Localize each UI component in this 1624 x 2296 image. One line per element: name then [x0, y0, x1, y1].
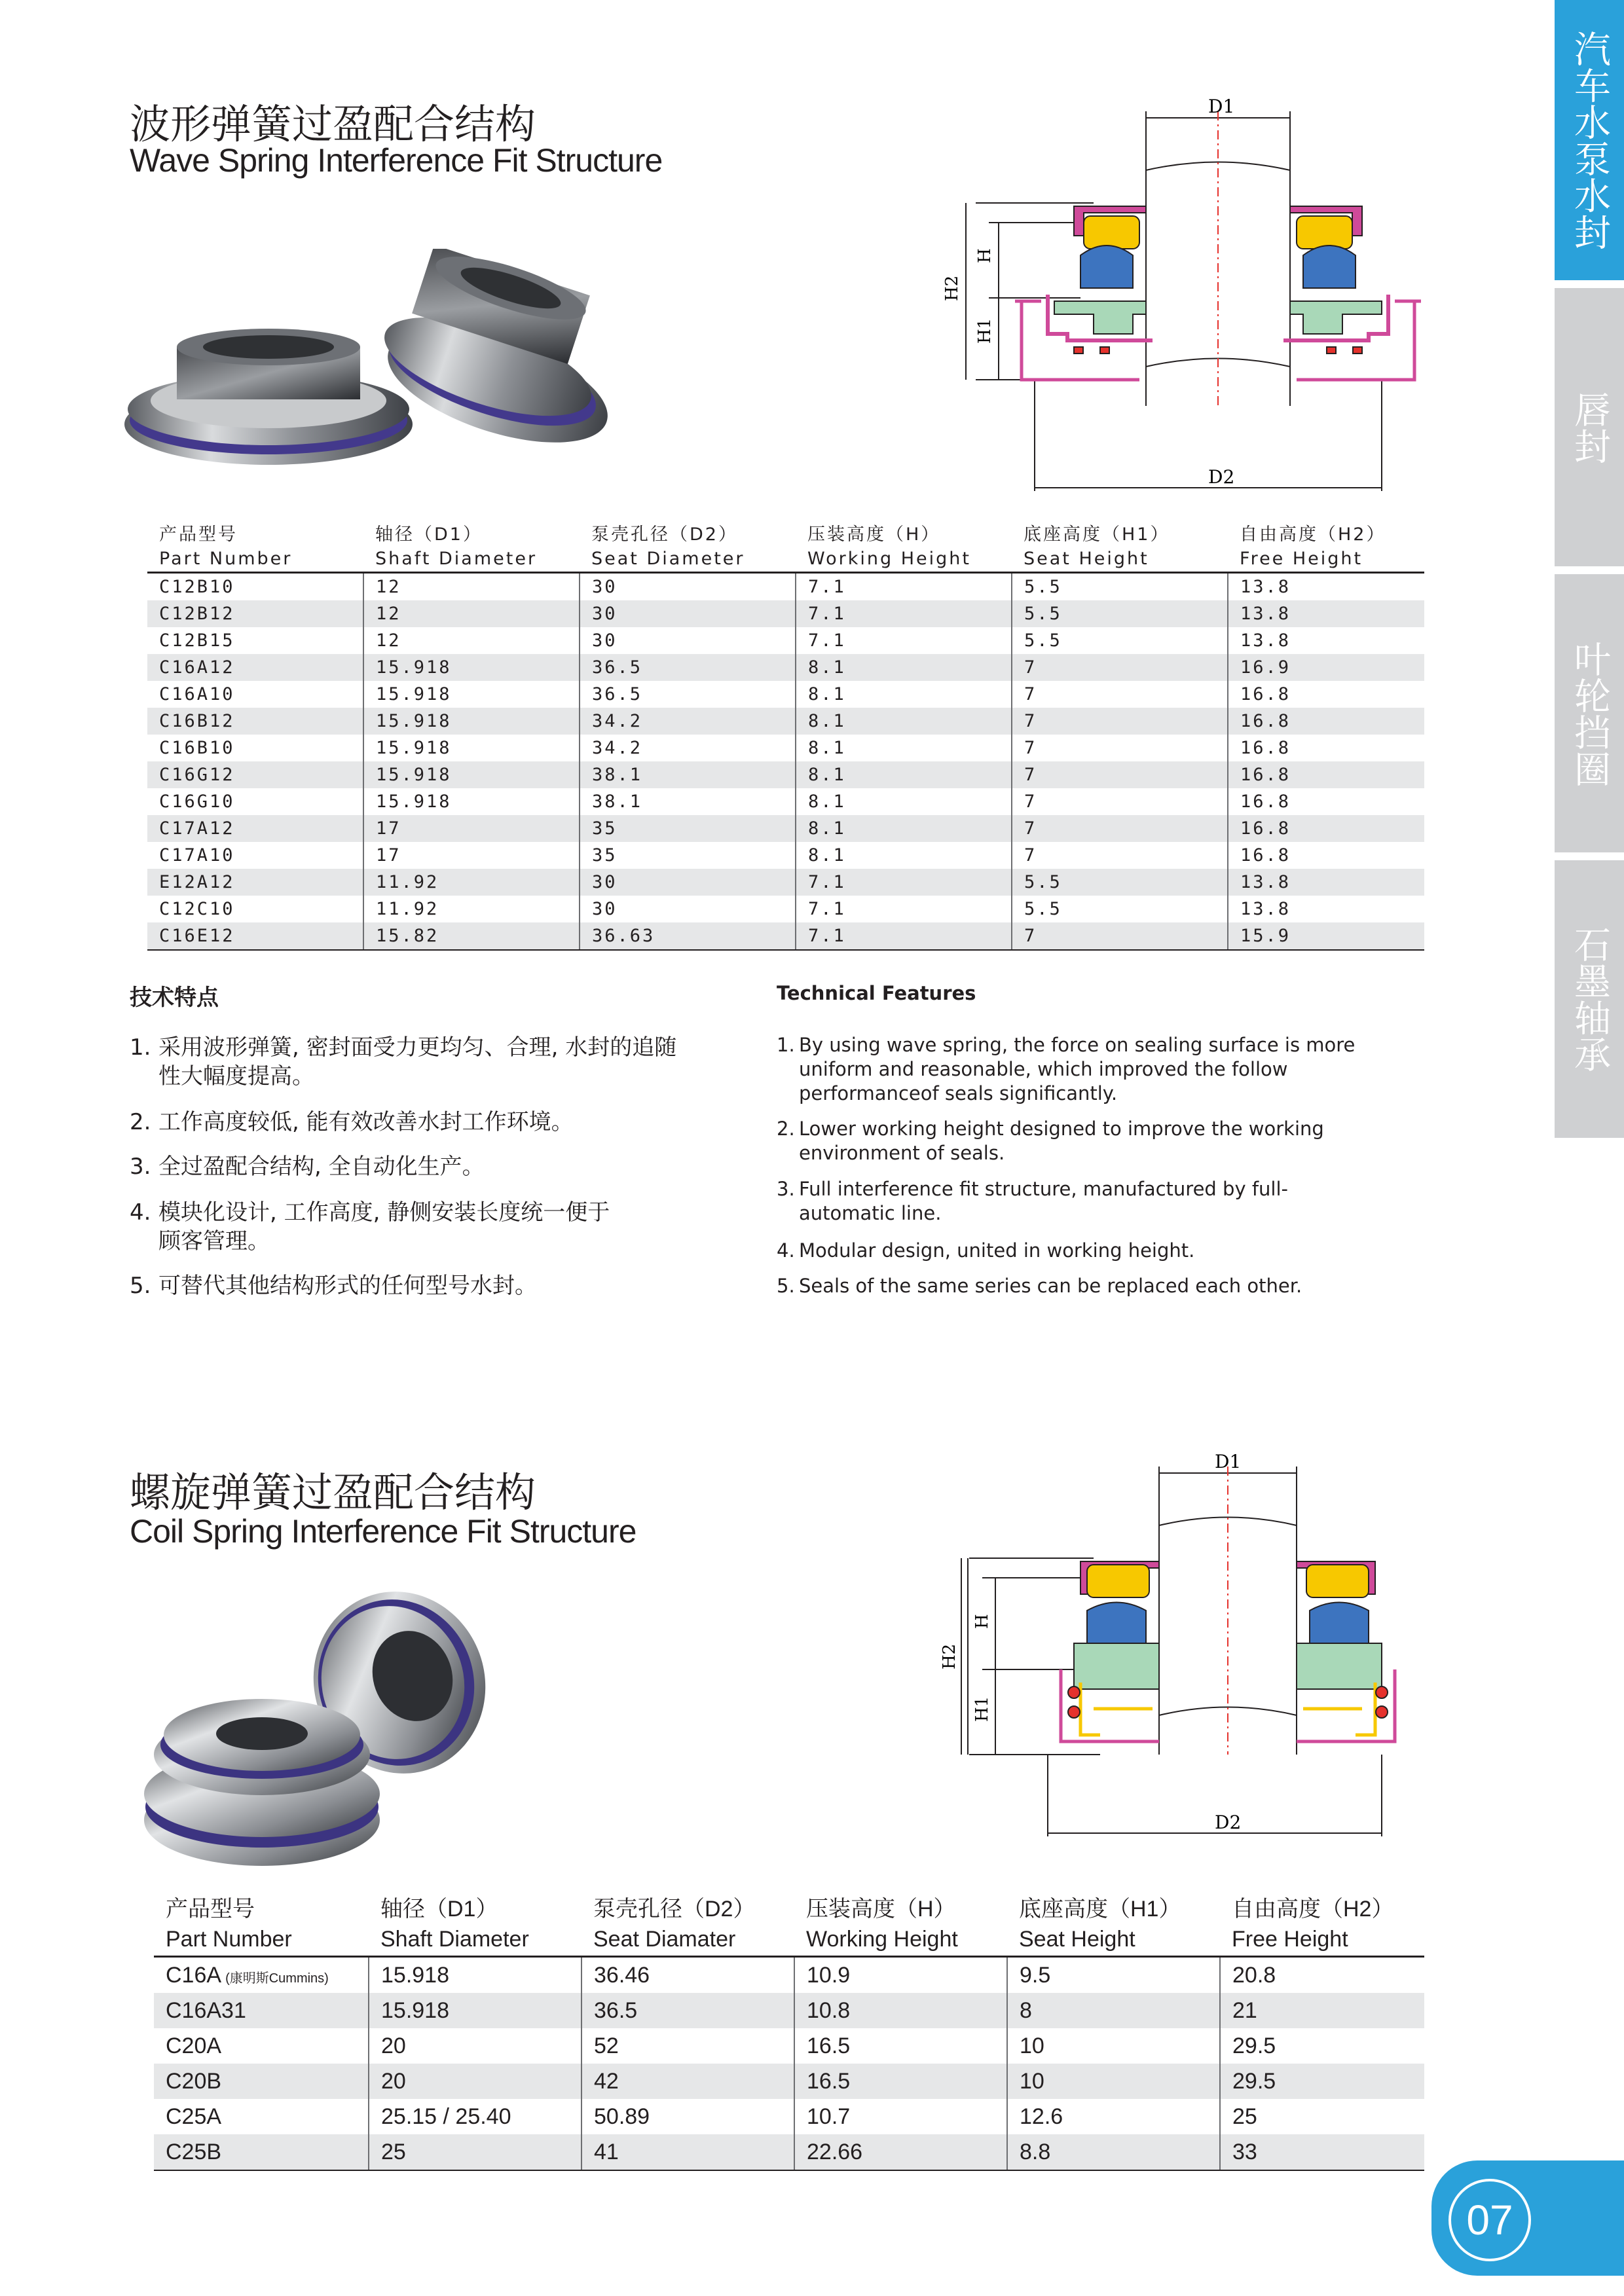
table-cell: E12A12: [147, 869, 363, 896]
table-row: [154, 2099, 1424, 2134]
table-cell: 10.9: [794, 1957, 1007, 1994]
table-cell: 30: [580, 627, 796, 654]
table-cell: 5.5: [1012, 896, 1228, 922]
table-cell: 12: [363, 627, 580, 654]
table-cell: 15.918: [363, 654, 580, 681]
table-cell: 8: [1007, 1993, 1220, 2028]
table-cell: 10: [1007, 2028, 1220, 2064]
header-working-height: Working Height: [796, 545, 1012, 573]
header-seat-diameter: Seat Diameter: [580, 545, 796, 573]
table-row: [147, 896, 1424, 922]
side-tab-label: 叶轮挡圈: [1568, 640, 1611, 787]
header-seat-height: Seat Height: [1007, 1923, 1220, 1957]
table-cell: 17: [363, 815, 580, 842]
dim-label-h2: H2: [940, 1643, 959, 1669]
table-cell: 25.15 / 25.40: [369, 2099, 581, 2134]
list-item: 5. 可替代其他结构形式的任何型号水封。: [130, 1273, 537, 1299]
table-cell: 7: [1012, 735, 1228, 761]
table-cell: 15.82: [363, 922, 580, 950]
table-cell: 50.89: [581, 2099, 794, 2134]
table-cell: 30: [580, 869, 796, 896]
table-cell: C17A10: [159, 845, 235, 866]
header-part-number-cn: 产品型号: [166, 1896, 255, 1922]
table-cell: 16.8: [1228, 761, 1424, 788]
section1-title-en: Wave Spring Interference Fit Structure: [130, 142, 663, 179]
table-cell: 38.1: [580, 788, 796, 815]
dim-label-h1: H1: [975, 318, 995, 344]
table-cell: 7: [1012, 654, 1228, 681]
header-part-number-cn: 产品型号: [159, 524, 238, 545]
table-cell: 29.5: [1220, 2064, 1424, 2099]
table-cell: 8.1: [796, 735, 1012, 761]
table-cell: 7.1: [796, 573, 1012, 601]
table-row: [147, 600, 1424, 627]
table-cell: 16.8: [1228, 735, 1424, 761]
table-cell: 8.1: [796, 842, 1012, 869]
table-row: [147, 922, 1424, 950]
list-item: 1. 采用波形弹簧, 密封面受力更均匀、合理, 水封的追随性大幅度提高。: [130, 1034, 677, 1089]
table-row: [147, 654, 1424, 681]
table-cell: 10.8: [794, 1993, 1007, 2028]
table-cell: 8.1: [796, 761, 1012, 788]
wave-spring-seal-photo: [118, 249, 629, 471]
table-cell: 15.918: [369, 1957, 581, 1994]
section2-title-cn: 螺旋弹簧过盈配合结构: [130, 1468, 536, 1516]
part-number: C20B: [166, 2068, 222, 2094]
table-cell: 38.1: [580, 761, 796, 788]
table-cell: 16.8: [1228, 842, 1424, 869]
side-tab-impeller-ring[interactable]: [1555, 574, 1624, 852]
table-cell: C16A10: [159, 684, 235, 704]
header-working-height-cn: 压装高度（H）: [807, 524, 941, 545]
table-cell: 34.2: [580, 735, 796, 761]
header-seat-diameter: Seat Diamater: [581, 1923, 794, 1957]
table-row: [147, 815, 1424, 842]
wave-spring-cross-section-diagram: [884, 92, 1441, 511]
coil-spring-seal-photo: [138, 1584, 563, 1872]
table-row: [147, 627, 1424, 654]
table-cell: [154, 1993, 369, 2028]
table-cell: 20: [369, 2064, 581, 2099]
dim-label-d1: D1: [1215, 1451, 1242, 1472]
table-cell: 16.8: [1228, 708, 1424, 735]
table-cell: 5.5: [1012, 573, 1228, 601]
coil-spring-cross-section-diagram: [884, 1447, 1441, 1853]
part-number: C25B: [166, 2139, 222, 2164]
table-row: [147, 869, 1424, 896]
side-tab-lip-seal[interactable]: [1555, 288, 1624, 566]
table-cell: C16G10: [159, 792, 235, 812]
table-cell: 36.5: [580, 681, 796, 708]
table-cell: C16B10: [159, 738, 235, 758]
header-free-height: Free Height: [1228, 545, 1424, 573]
table-row: [147, 735, 1424, 761]
table-cell: 36.5: [581, 1993, 794, 2028]
side-tab-label: 石墨轴承: [1568, 926, 1611, 1072]
dim-label-d1: D1: [1208, 96, 1235, 117]
table-cell: 7.1: [796, 922, 1012, 950]
table-cell: 33: [1220, 2134, 1424, 2170]
table-cell: 12: [363, 573, 580, 601]
table-cell: 8.1: [796, 815, 1012, 842]
table-cell: 13.8: [1228, 627, 1424, 654]
table-cell: 22.66: [794, 2134, 1007, 2170]
section1-title-cn: 波形弹簧过盈配合结构: [130, 100, 536, 148]
header-seat-diameter-cn: 泵壳孔径（D2）: [591, 524, 738, 545]
side-tab-label: 唇封: [1568, 390, 1611, 464]
table-row: [154, 2028, 1424, 2064]
table-header-row-en: [154, 1923, 1424, 1957]
table-cell: C12C10: [159, 899, 235, 919]
table-cell: 7: [1012, 788, 1228, 815]
header-seat-height-cn: 底座高度（H1）: [1019, 1896, 1181, 1922]
list-item: 3. Full interference fit structure, manufactured by full-automatic line.: [777, 1178, 1289, 1224]
table-cell: 30: [580, 600, 796, 627]
table-cell: 8.1: [796, 681, 1012, 708]
table-cell: C16G12: [147, 761, 363, 788]
table-cell: 13.8: [1228, 573, 1424, 601]
table-cell: 7: [1012, 922, 1228, 950]
header-free-height-cn: 自由高度（H2）: [1240, 524, 1386, 545]
part-note: (康明斯Cummins): [225, 1971, 329, 1986]
header-shaft-diameter: Shaft Diameter: [363, 545, 580, 573]
table-cell: 11.92: [363, 896, 580, 922]
table-cell: 15.918: [363, 681, 580, 708]
part-number: C16A31: [166, 1997, 246, 2023]
table-cell: 5.5: [1012, 627, 1228, 654]
header-seat-height: Seat Height: [1012, 545, 1228, 573]
side-tab-label: 汽车水泵水封: [1568, 30, 1611, 250]
side-tab-water-pump-seal[interactable]: [1555, 0, 1624, 280]
table-cell: 5.5: [1012, 869, 1228, 896]
list-item: 2. Lower working height designed to improve the working environment of seals.: [777, 1118, 1324, 1164]
table-cell: 13.8: [1228, 600, 1424, 627]
table-cell: 20.8: [1220, 1957, 1424, 1994]
header-shaft-diameter: Shaft Diameter: [369, 1923, 581, 1957]
header-seat-diameter-cn: 泵壳孔径（D2）: [593, 1896, 756, 1922]
dim-label-d2: D2: [1208, 466, 1235, 488]
table-cell: 35: [580, 815, 796, 842]
table-cell: C12B10: [159, 577, 235, 597]
table-cell: 41: [581, 2134, 794, 2170]
wave-spring-spec-table: [147, 519, 1424, 951]
table-cell: 10: [1007, 2064, 1220, 2099]
table-cell: C12B12: [147, 600, 363, 627]
table-cell: 12.6: [1007, 2099, 1220, 2134]
header-shaft-diameter-cn: 轴径（D1）: [375, 524, 483, 545]
side-tab-graphite-bearing[interactable]: [1555, 860, 1624, 1138]
page-number-badge: [1431, 2160, 1624, 2276]
header-part-number: Part Number: [154, 1923, 369, 1957]
table-row: [147, 788, 1424, 815]
table-cell: C17A12: [147, 815, 363, 842]
part-number: C25A: [166, 2104, 222, 2129]
table-cell: C16E12: [147, 922, 363, 950]
coil-spring-spec-table: [154, 1890, 1424, 2171]
table-cell: [154, 2134, 369, 2170]
list-item: 2. 工作高度较低, 能有效改善水封工作环境。: [130, 1109, 574, 1135]
features-title-cn: 技术特点: [130, 985, 219, 1011]
page-number: 07: [1449, 2179, 1531, 2261]
table-cell: 25: [1220, 2099, 1424, 2134]
table-cell: 21: [1220, 1993, 1424, 2028]
table-cell: 7.1: [796, 869, 1012, 896]
table-cell: 15.918: [363, 708, 580, 735]
dim-label-d2: D2: [1215, 1812, 1242, 1833]
table-cell: 5.5: [1012, 600, 1228, 627]
table-cell: C16B12: [147, 708, 363, 735]
table-cell: 11.92: [363, 869, 580, 896]
table-cell: 15.918: [369, 1993, 581, 2028]
table-cell: [154, 2099, 369, 2134]
table-header-row-cn: [147, 519, 1424, 545]
table-header-row-en: [147, 545, 1424, 573]
table-cell: 16.5: [794, 2064, 1007, 2099]
table-cell: 13.8: [1228, 896, 1424, 922]
table-cell: 16.8: [1228, 788, 1424, 815]
table-cell: [154, 2028, 369, 2064]
header-free-height: Free Height: [1220, 1923, 1424, 1957]
table-cell: 15.918: [363, 761, 580, 788]
table-cell: 7.1: [796, 627, 1012, 654]
table-cell: 15.9: [1228, 922, 1424, 950]
table-row: [154, 2134, 1424, 2170]
table-row: [154, 2064, 1424, 2099]
header-free-height-cn: 自由高度（H2）: [1232, 1896, 1394, 1922]
table-cell: 16.5: [794, 2028, 1007, 2064]
table-cell: 7.1: [796, 600, 1012, 627]
list-item: 4. Modular design, united in working height.: [777, 1239, 1195, 1262]
dim-label-h1: H1: [972, 1696, 992, 1722]
features-title-en: Technical Features: [777, 982, 976, 1004]
table-cell: 36.5: [580, 654, 796, 681]
dim-label-h2: H2: [942, 275, 962, 301]
table-cell: 16.8: [1228, 815, 1424, 842]
table-cell: 8.8: [1007, 2134, 1220, 2170]
table-row: [154, 1993, 1424, 2028]
table-cell: 36.63: [580, 922, 796, 950]
table-row: [154, 1957, 1424, 1994]
table-cell: 20: [369, 2028, 581, 2064]
header-working-height: Working Height: [794, 1923, 1007, 1957]
table-cell: 8.1: [796, 708, 1012, 735]
part-number: C16A: [166, 1962, 222, 1988]
table-cell: 30: [580, 896, 796, 922]
table-cell: 13.8: [1228, 869, 1424, 896]
section2-title-en: Coil Spring Interference Fit Structure: [130, 1513, 637, 1550]
table-cell: 29.5: [1220, 2028, 1424, 2064]
table-cell: 30: [580, 573, 796, 601]
table-cell: [154, 2064, 369, 2099]
header-working-height-cn: 压装高度（H）: [806, 1896, 956, 1922]
dim-label-h: H: [972, 1614, 992, 1629]
table-cell: 7: [1012, 761, 1228, 788]
dim-label-h: H: [975, 248, 995, 263]
header-part-number: Part Number: [147, 545, 363, 573]
table-cell: C16A12: [147, 654, 363, 681]
table-row: [147, 761, 1424, 788]
table-cell: 35: [580, 842, 796, 869]
table-cell: 8.1: [796, 654, 1012, 681]
header-seat-height-cn: 底座高度（H1）: [1024, 524, 1170, 545]
table-cell: 7: [1012, 681, 1228, 708]
table-cell: 15.918: [363, 788, 580, 815]
table-header-row-cn: [154, 1890, 1424, 1923]
table-cell: 36.46: [581, 1957, 794, 1994]
part-number: C20A: [166, 2033, 222, 2058]
table-cell: 7: [1012, 842, 1228, 869]
table-cell: 7.1: [796, 896, 1012, 922]
table-row: [147, 573, 1424, 601]
table-cell: 17: [363, 842, 580, 869]
header-shaft-diameter-cn: 轴径（D1）: [380, 1896, 498, 1922]
table-cell: 15.918: [363, 735, 580, 761]
list-item: 3. 全过盈配合结构, 全自动化生产。: [130, 1154, 485, 1180]
table-cell: 34.2: [580, 708, 796, 735]
table-row: [147, 842, 1424, 869]
table-cell: 16.8: [1228, 681, 1424, 708]
list-item: 1. By using wave spring, the force on sealing surface is more uniform and reasonable, which improved the follow performanceof seals significantly.: [777, 1034, 1356, 1104]
table-cell: 12: [363, 600, 580, 627]
table-cell: 42: [581, 2064, 794, 2099]
table-cell: 16.9: [1228, 654, 1424, 681]
table-cell: 10.7: [794, 2099, 1007, 2134]
table-row: [147, 708, 1424, 735]
table-cell: 25: [369, 2134, 581, 2170]
table-row: [147, 681, 1424, 708]
list-item: 4. 模块化设计, 工作高度, 静侧安装长度统一便于顾客管理。: [130, 1199, 610, 1254]
table-cell: [154, 1957, 369, 1994]
table-cell: C12B15: [159, 630, 235, 651]
table-cell: 52: [581, 2028, 794, 2064]
table-cell: 9.5: [1007, 1957, 1220, 1994]
table-cell: 7: [1012, 708, 1228, 735]
table-cell: 8.1: [796, 788, 1012, 815]
table-cell: 7: [1012, 815, 1228, 842]
list-item: 5. Seals of the same series can be replaced each other.: [777, 1275, 1302, 1297]
